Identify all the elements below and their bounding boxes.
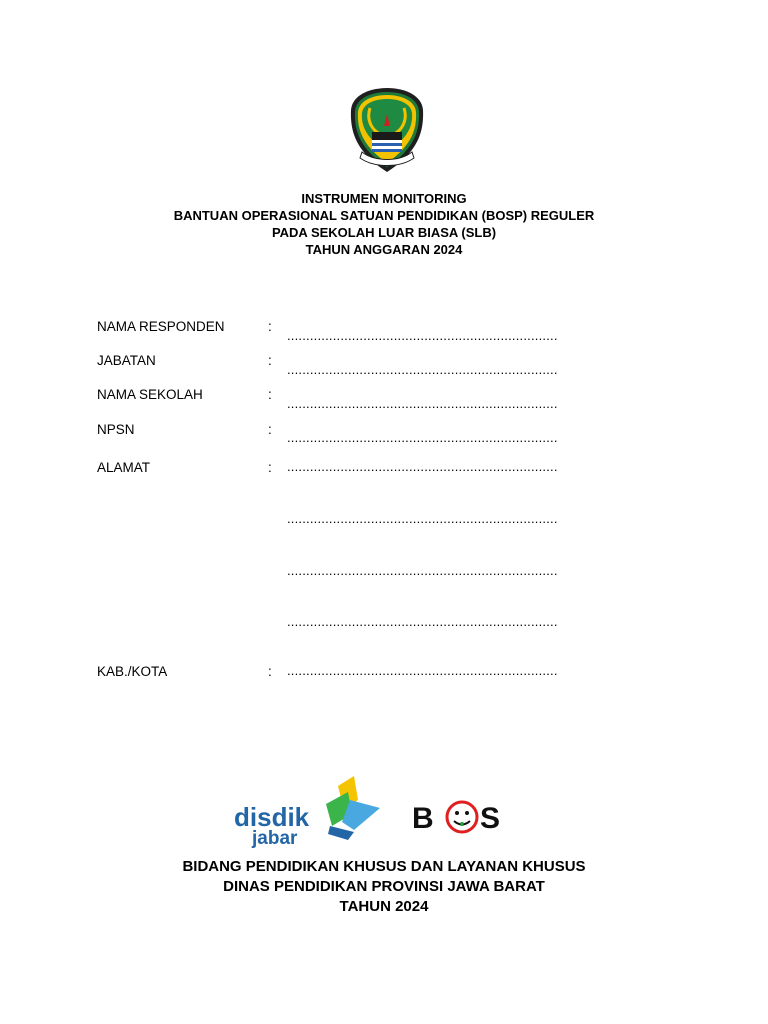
npsn-colon: : — [268, 422, 272, 437]
title-line-1: INSTRUMEN MONITORING — [301, 191, 467, 206]
nama-responden-colon: : — [268, 319, 272, 334]
alamat-field-line-3[interactable]: ....................................................................... — [287, 563, 558, 578]
kab-kota-field[interactable]: ....................................................................... — [287, 663, 558, 678]
nama-sekolah-label: NAMA SEKOLAH — [97, 387, 203, 402]
kab-kota-label: KAB./KOTA — [97, 664, 168, 679]
svg-text:B: B — [412, 802, 434, 835]
jabatan-field[interactable]: ....................................................................... — [287, 362, 558, 377]
logos-row — [230, 770, 550, 850]
nama-sekolah-colon: : — [268, 387, 272, 402]
document-footer — [0, 857, 768, 917]
jabatan-label: JABATAN — [97, 353, 156, 368]
alamat-field-line-4[interactable]: ....................................................................... — [287, 614, 558, 629]
alamat-label: ALAMAT — [97, 460, 151, 475]
bos-logo-icon — [410, 794, 530, 838]
jabar-logo-word: jabar — [252, 828, 298, 849]
footer-line-2: DINAS PENDIDIKAN PROVINSI JAWA BARAT — [223, 878, 545, 895]
nama-sekolah-field[interactable]: ....................................................................... — [287, 396, 558, 411]
alamat-colon: : — [268, 460, 272, 475]
npsn-label: NPSN — [97, 422, 135, 437]
west-java-emblem-icon — [348, 86, 426, 174]
alamat-field-line-2[interactable]: ....................................................................... — [287, 511, 558, 526]
disdik-jabar-logo-icon — [230, 770, 390, 850]
jabatan-colon: : — [268, 353, 272, 368]
npsn-field[interactable]: ....................................................................... — [287, 430, 558, 445]
disdik-logo-word: disdik — [234, 802, 310, 832]
alamat-field-line-1[interactable]: ....................................................................... — [287, 459, 558, 474]
title-line-4: TAHUN ANGGARAN 2024 — [305, 242, 463, 257]
footer-line-3: TAHUN 2024 — [339, 898, 429, 915]
svg-text:S: S — [480, 802, 501, 835]
title-line-2: BANTUAN OPERASIONAL SATUAN PENDIDIKAN (BOSP) REGULER — [173, 208, 595, 223]
kab-kota-colon: : — [268, 664, 272, 679]
nama-responden-field[interactable]: ....................................................................... — [287, 328, 558, 343]
footer-line-1: BIDANG PENDIDIKAN KHUSUS DAN LAYANAN KHUSUS — [182, 858, 586, 875]
title-line-3: PADA SEKOLAH LUAR BIASA (SLB) — [271, 225, 497, 240]
nama-responden-label: NAMA RESPONDEN — [97, 319, 225, 334]
document-title — [0, 190, 768, 258]
